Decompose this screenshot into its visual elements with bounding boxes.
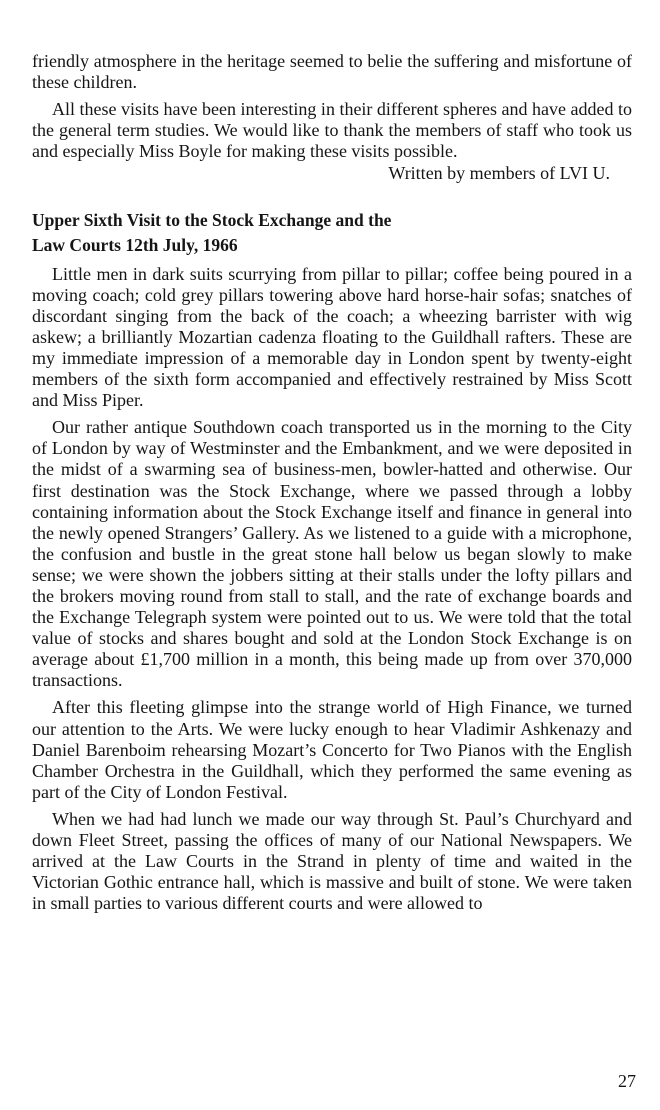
body-paragraph-4: When we had had lunch we made our way through St. Paul’s Churchyard and down Fleet Street, passing the offices of many of our National Newspapers. We arrived at the Law Courts in the Strand in plenty of time and waited in the Victorian Gothic entrance hall, which is massive and built of stone. We were taken in small parties to various different courts and were allowed to — [32, 808, 632, 914]
article-heading-line-1: Upper Sixth Visit to the Stock Exchange and the — [32, 209, 392, 230]
page-content — [32, 51, 632, 914]
body-paragraph-2: Our rather antique Southdown coach transported us in the morning to the City of London by way of Westminster and the Embankment, and we were deposited in the midst of a swarming sea of business-men, bowler-hatted and otherwise. Our first destination was the Stock Exchange, where we passed through a lobby containing information about the Stock Exchange itself and finance in general into the newly opened Strangers’ Gallery. As we listened to a guide with a microphone, the confusion and bustle in the great stone hall below us began slowly to make sense; we were shown the jobbers sitting at their stalls under the lofty pillars and the brokers moving round from stall to stall, and the rate of exchange boards and the Exchange Telegraph system were pointed out to us. We were told that the total value of stocks and shares bought and sold at the London Stock Exchange is on average about £1,700 million in a month, this being made up from over 370,000 transactions. — [32, 417, 632, 691]
intro-closing-paragraph: All these visits have been interesting in their different spheres and have added to the general term studies. We would like to thank the members of staff who took us and especially Miss Boyle for making these visits possible. — [32, 99, 632, 162]
body-paragraph-1: Little men in dark suits scurrying from pillar to pillar; coffee being poured in a moving coach; cold grey pillars towering above hard horse-hair sofas; snatches of discordant singing from the back of the coach; a wheezing barrister with wig askew; a brilliantly Mozartian cadenza floating to the Guildhall rafters. These are my immediate impression of a memorable day in London spent by twenty-eight members of the sixth form accompanied and effectively restrained by Miss Scott and Miss Piper. — [32, 263, 632, 411]
article-heading — [32, 208, 632, 258]
intro-continuation-paragraph: friendly atmosphere in the heritage seemed to belie the suffering and misfortune of these children. — [32, 51, 632, 93]
intro-signature: Written by members of LVI U. — [388, 163, 610, 184]
article-heading-line-2: Law Courts 12th July, 1966 — [32, 234, 238, 255]
page-number: 27 — [618, 1071, 636, 1091]
body-paragraph-3: After this fleeting glimpse into the strange world of High Finance, we turned our attention to the Arts. We were lucky enough to hear Vladimir Ashkenazy and Daniel Barenboim rehearsing Mozart’s Concerto for Two Pianos with the English Chamber Orchestra in the Guildhall, which they performed the same evening as part of the City of London Festival. — [32, 697, 632, 802]
